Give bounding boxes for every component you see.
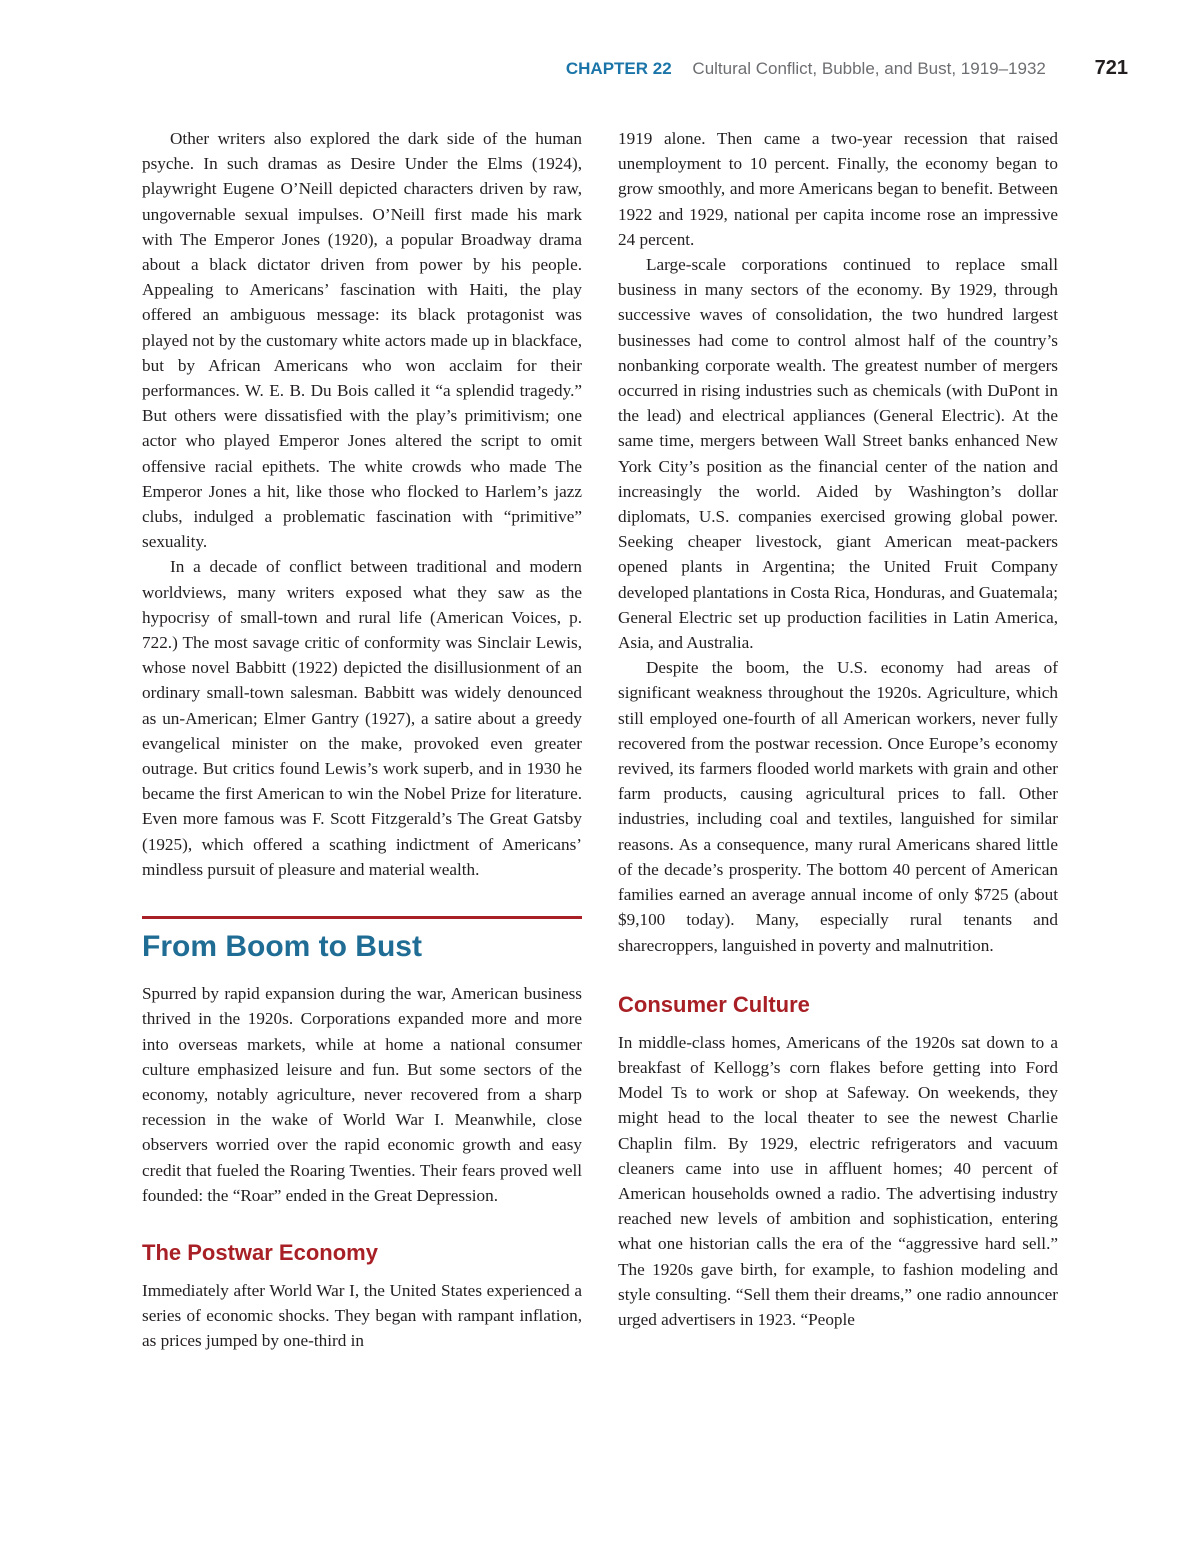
page-number: 721 — [1094, 57, 1128, 79]
left-column — [142, 126, 582, 1354]
paragraph-traditional-modern: In a decade of conflict between traditional and modern worldviews, many writers exposed what they saw as the hypocrisy of small-town and rural life (American Voices, p. 722.) The most savage critic of conformity was Sinclair Lewis, whose novel Babbitt (1922) depicted the disillusionment of an ordinary small-town salesman. Babbitt was widely denounced as un-American; Elmer Gantry (1927), a satire about a greedy evangelical minister on the make, provoked even greater outrage. But critics found Lewis’s work superb, and in 1930 he became the first American to win the Nobel Prize for literature. Even more famous was F. Scott Fitzgerald’s The Great Gatsby (1925), which offered a scathing indictment of Americans’ mindless pursuit of pleasure and material wealth. — [142, 557, 582, 879]
paragraph-section-intro: Spurred by rapid expansion during the war, American business thrived in the 1920s. Corporations expanded more and more into overseas markets, while at home a national consumer culture emphasized leisure and fun. But some sectors of the economy, notably agriculture, never recovered from a sharp recession in the wake of World War I. Meanwhile, close observers worried over the rapid economic growth and easy credit that fueled the Roaring Twenties. Their fears proved well founded: the “Roar” ended in the Great Depression. — [142, 984, 582, 1205]
right-column — [618, 126, 1058, 1332]
paragraph-dark-side: Other writers also explored the dark side of the human psyche. In such dramas as Desire Under the Elms (1924), playwright Eugene O’Neill depicted characters driven by raw, ungovernable sexual impulses. O’Neill first made his mark with The Emperor Jones (1920), a popular Broadway drama about a black dictator driven from power by his people. Appealing to Americans’ fascination with Haiti, the play offered an ambiguous message: its black protagonist was played not by the customary white actors made up in blackface, but by African Americans who won acclaim for their performances. W. E. B. Du Bois called it “a splendid tragedy.” But others were dissatisfied with the play’s primitivism; one actor who played Emperor Jones altered the script to omit offensive racial epithets. The white crowds who made The Emperor Jones a hit, like those who flocked to Harlem’s jazz clubs, indulged a problematic fascination with “primitive” sexuality. — [142, 129, 582, 552]
paragraph-corporations: Large-scale corporations continued to replace small business in many sectors of the economy. By 1929, through successive waves of consolidation, the two hundred largest businesses had come to control almost half of the country’s nonbanking corporate wealth. The greatest number of mergers occurred in rising industries such as chemicals (with DuPont in the lead) and electrical appliances (General Electric). At the same time, mergers between Wall Street banks enhanced New York City’s position as the financial center of the nation and increasingly the world. Aided by Washington’s dollar diplomats, U.S. companies exercised growing global power. Seeking cheaper livestock, giant American meat-packers opened plants in Argentina; the United Fruit Company developed plantations in Costa Rica, Honduras, and Guatemala; General Electric set up production facilities in Latin America, Asia, and Australia. — [618, 255, 1058, 653]
subheading-postwar-economy: The Postwar Economy — [142, 1239, 378, 1265]
chapter-title: Cultural Conflict, Bubble, and Bust, 1919–1932 — [692, 59, 1046, 78]
running-head — [428, 57, 1128, 87]
paragraph-recession: 1919 alone. Then came a two-year recession that raised unemployment to 10 percent. Finally, the economy began to grow smoothly, and more Americans began to benefit. Between 1922 and 1929, national per capita income rose an impressive 24 percent. — [618, 129, 1058, 249]
paragraph-postwar-start: Immediately after World War I, the United States experienced a series of economic shocks. They began with rampant inflation, as prices jumped by one-third in — [142, 1280, 582, 1351]
paragraph-weakness: Despite the boom, the U.S. economy had areas of significant weakness throughout the 1920s. Agriculture, which still employed one-fourth of all American workers, never fully recovered from the postwar recession. Once Europe’s economy revived, its farmers flooded world markets with grain and other farm products, causing agricultural prices to fall. Other industries, including coal and textiles, languished for similar reasons. As a consequence, many rural Americans shared little of the decade’s prosperity. The bottom 40 percent of American families earned an average annual income of only $725 (about $9,100 today). Many, especially rural tenants and sharecroppers, languished in poverty and malnutrition. — [618, 658, 1058, 955]
chapter-label: CHAPTER 22 — [565, 59, 672, 78]
paragraph-consumer-culture: In middle-class homes, Americans of the 1920s sat down to a breakfast of Kellogg’s corn flakes before getting into Ford Model Ts to work or shop at Safeway. On weekends, they might head to the local theater to see the newest Charlie Chaplin film. By 1929, electric refrigerators and vacuum cleaners came into use in affluent homes; 40 percent of American households owned a radio. The advertising industry reached new levels of ambition and sophistication, entering what one historian calls the era of the “aggressive hard sell.” The 1920s gave birth, for example, to fashion modeling and style consulting. “Sell them their dreams,” one radio announcer urged advertisers in 1923. “People — [618, 1032, 1058, 1329]
subheading-consumer-culture: Consumer Culture — [618, 991, 810, 1017]
section-heading: From Boom to Bust — [142, 930, 422, 964]
section-rule — [142, 916, 582, 919]
